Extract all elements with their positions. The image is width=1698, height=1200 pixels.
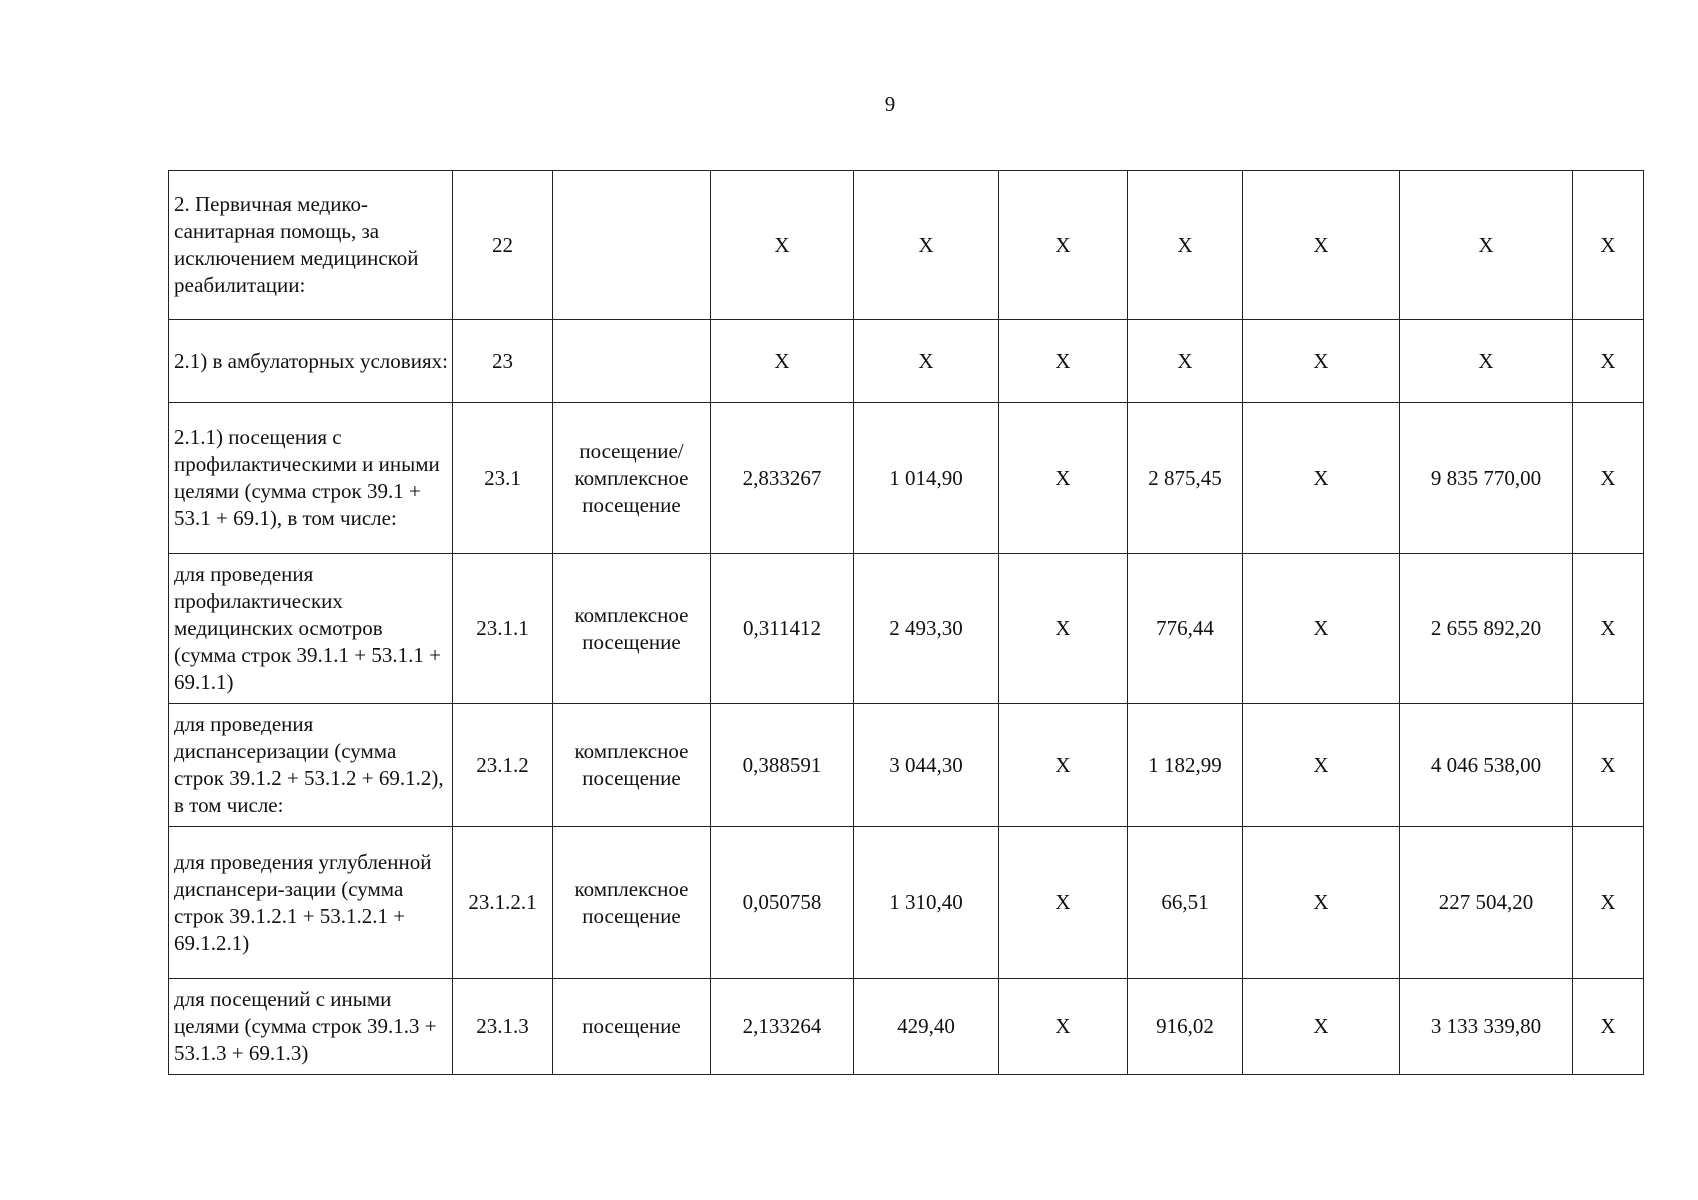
cell-value: X: [1573, 554, 1644, 704]
cell-value: 916,02: [1128, 979, 1243, 1075]
row-code: 23.1.2: [453, 704, 553, 827]
cell-value: 429,40: [854, 979, 999, 1075]
row-name: для проведения углубленной диспансери-зации (сумма строк 39.1.2.1 + 53.1.2.1 + 69.1.2.1): [169, 827, 453, 979]
cell-value: X: [1243, 704, 1400, 827]
row-name: 2.1) в амбулаторных условиях:: [169, 320, 453, 403]
cell-value: X: [1573, 704, 1644, 827]
row-unit: комплексное посещение: [553, 554, 711, 704]
row-name: для проведения профилактических медицинских осмотров (сумма строк 39.1.1 + 53.1.1 + 69.1.1): [169, 554, 453, 704]
cell-value: 9 835 770,00: [1400, 403, 1573, 554]
cell-value: X: [1128, 320, 1243, 403]
row-unit: [553, 320, 711, 403]
cell-value: X: [854, 171, 999, 320]
cell-value: 2 875,45: [1128, 403, 1243, 554]
cell-value: 4 046 538,00: [1400, 704, 1573, 827]
table-row: [169, 403, 1644, 554]
cell-value: X: [999, 554, 1128, 704]
row-code: 23.1.1: [453, 554, 553, 704]
cell-value: X: [1400, 320, 1573, 403]
cell-value: X: [999, 979, 1128, 1075]
table-row: [169, 554, 1644, 704]
cell-value: X: [1243, 320, 1400, 403]
cell-value: X: [999, 704, 1128, 827]
cell-value: 0,388591: [711, 704, 854, 827]
cell-value: X: [1243, 171, 1400, 320]
cell-value: X: [711, 320, 854, 403]
cell-value: 66,51: [1128, 827, 1243, 979]
cell-value: X: [999, 827, 1128, 979]
table-row: [169, 171, 1644, 320]
row-code: 22: [453, 171, 553, 320]
row-unit: посещение: [553, 979, 711, 1075]
cell-value: X: [999, 320, 1128, 403]
row-unit: комплексное посещение: [553, 827, 711, 979]
table-row: [169, 979, 1644, 1075]
cell-value: 1 182,99: [1128, 704, 1243, 827]
cell-value: 0,311412: [711, 554, 854, 704]
cell-value: X: [999, 403, 1128, 554]
financing-table: [168, 170, 1644, 1075]
cell-value: X: [1573, 403, 1644, 554]
cell-value: X: [1243, 403, 1400, 554]
cell-value: X: [1573, 827, 1644, 979]
row-code: 23.1.2.1: [453, 827, 553, 979]
cell-value: X: [1243, 979, 1400, 1075]
cell-value: 2,833267: [711, 403, 854, 554]
cell-value: X: [1400, 171, 1573, 320]
cell-value: 3 044,30: [854, 704, 999, 827]
table-row: [169, 827, 1644, 979]
cell-value: X: [1573, 171, 1644, 320]
cell-value: X: [711, 171, 854, 320]
row-unit: комплексное посещение: [553, 704, 711, 827]
row-name: для посещений с иными целями (сумма строк 39.1.3 + 53.1.3 + 69.1.3): [169, 979, 453, 1075]
cell-value: 776,44: [1128, 554, 1243, 704]
table-row: [169, 704, 1644, 827]
cell-value: X: [1573, 979, 1644, 1075]
row-name: 2. Первичная медико-санитарная помощь, за исключением медицинской реабилитации:: [169, 171, 453, 320]
cell-value: 1 014,90: [854, 403, 999, 554]
cell-value: X: [1573, 320, 1644, 403]
row-code: 23.1: [453, 403, 553, 554]
table-row: [169, 320, 1644, 403]
page-number: 9: [884, 92, 896, 116]
row-unit: посещение/ комплексное посещение: [553, 403, 711, 554]
cell-value: 227 504,20: [1400, 827, 1573, 979]
cell-value: X: [999, 171, 1128, 320]
cell-value: 1 310,40: [854, 827, 999, 979]
row-unit: [553, 171, 711, 320]
cell-value: 2,133264: [711, 979, 854, 1075]
cell-value: 2 493,30: [854, 554, 999, 704]
cell-value: 0,050758: [711, 827, 854, 979]
cell-value: X: [1128, 171, 1243, 320]
row-name: для проведения диспансеризации (сумма строк 39.1.2 + 53.1.2 + 69.1.2), в том числе:: [169, 704, 453, 827]
cell-value: 3 133 339,80: [1400, 979, 1573, 1075]
cell-value: X: [1243, 827, 1400, 979]
cell-value: X: [854, 320, 999, 403]
row-code: 23: [453, 320, 553, 403]
cell-value: X: [1243, 554, 1400, 704]
cell-value: 2 655 892,20: [1400, 554, 1573, 704]
row-name: 2.1.1) посещения с профилактическими и иными целями (сумма строк 39.1 + 53.1 + 69.1), в том числе:: [169, 403, 453, 554]
row-code: 23.1.3: [453, 979, 553, 1075]
